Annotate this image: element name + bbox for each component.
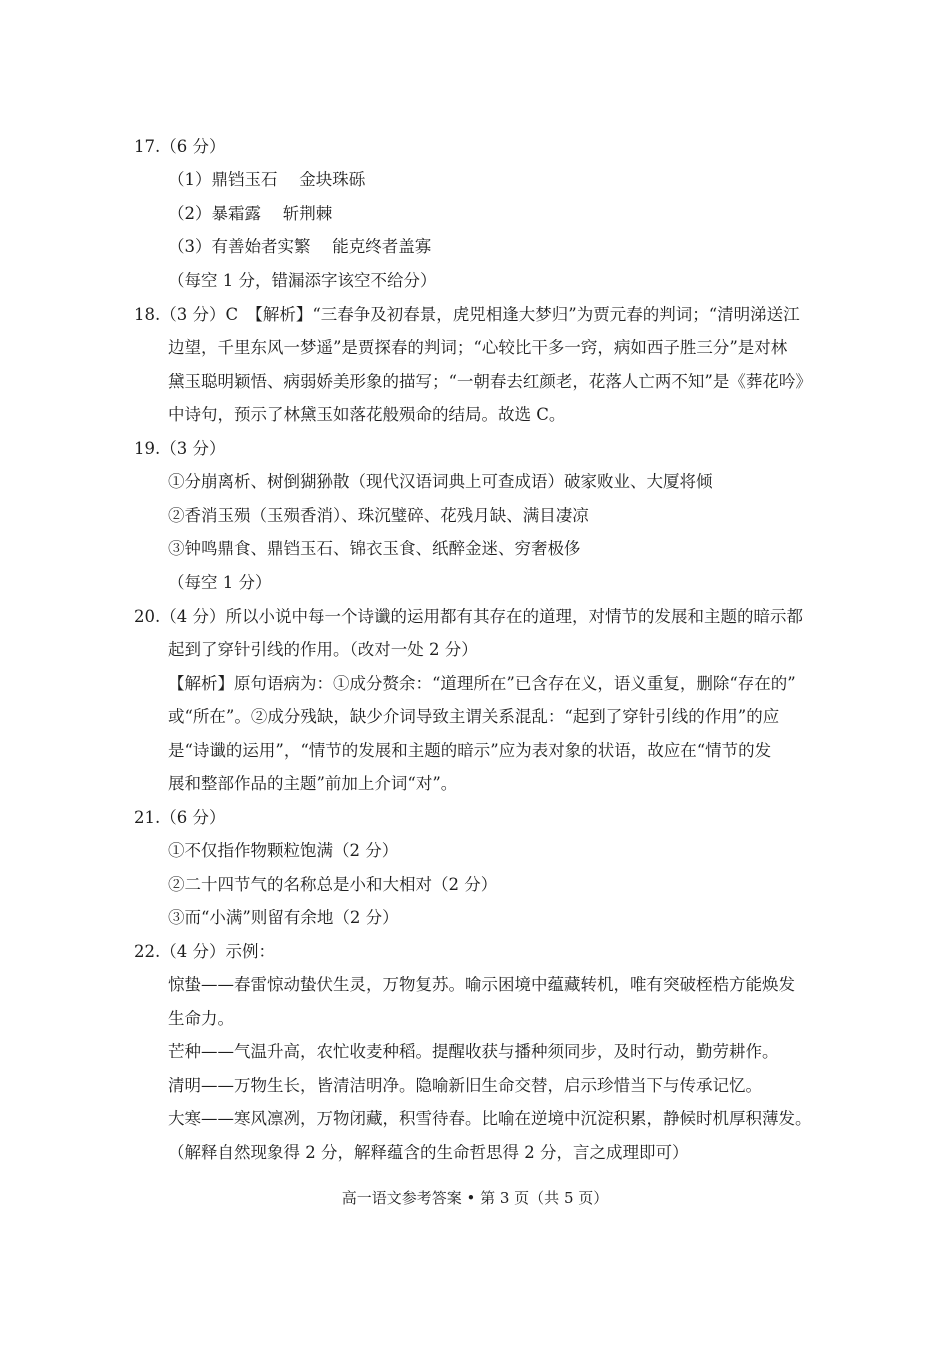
page-footer: 高一语文参考答案 • 第 3 页（共 5 页） (341, 1189, 609, 1207)
q20-line-1: 起到了穿针引线的作用。（改对一处 2 分） (168, 640, 478, 659)
q19-heading: 19.（3 分） (134, 439, 226, 458)
q17-line-2: （2）暴霜露 斩荆棘 (168, 204, 333, 223)
q22-line-2: 生命力。 (168, 1009, 234, 1028)
q20-analysis-line-2: 或“所在”。②成分残缺，缺少介词导致主谓关系混乱：“起到了穿针引线的作用”的应 (168, 707, 780, 726)
q18-line-3: 中诗句，预示了林黛玉如落花般殒命的结局。故选 C。 (168, 405, 566, 424)
q21-line-3: ③而“小满”则留有余地（2 分） (168, 908, 399, 927)
q19-line-1: ①分崩离析、树倒猢狲散（现代汉语词典上可查成语）破家败业、大厦将倾 (168, 472, 713, 491)
q22-line-3: 芒种——气温升高，农忙收麦种稻。提醒收获与播种须同步，及时行动，勤劳耕作。 (168, 1042, 779, 1061)
q21-heading: 21.（6 分） (134, 808, 226, 827)
q18-line-1: 边望，千里东风一梦遥”是贾探春的判词；“心较比干多一窍，病如西子胜三分”是对林 (168, 338, 788, 357)
q21-line-2: ②二十四节气的名称总是小和大相对（2 分） (168, 875, 498, 894)
q20-analysis-line-3: 是“诗谶的运用”，“情节的发展和主题的暗示”应为表对象的状语，故应在“情节的发 (168, 741, 772, 760)
q22-heading: 22.（4 分）示例： (134, 942, 275, 961)
q20-analysis-line-4: 展和整部作品的主题”前加上介词“对”。 (168, 774, 458, 793)
q22-line-1: 惊蛰——春雷惊动蛰伏生灵，万物复苏。喻示困境中蕴藏转机，唯有突破桎梏方能焕发 (168, 975, 795, 994)
q22-line-5: 大寒——寒风凛冽，万物闭藏，积雪待春。比喻在逆境中沉淀积累，静候时机厚积薄发。 (168, 1109, 812, 1128)
q19-scoring-note: （每空 1 分） (168, 573, 272, 592)
q20-heading: 20.（4 分）所以小说中每一个诗谶的运用都有其存在的道理，对情节的发展和主题的暗示都 (134, 607, 803, 626)
q20-analysis-line-1: 【解析】原句语病为：①成分赘余：“道理所在”已含存在义，语义重复，删除“存在的” (168, 674, 796, 693)
q17-line-1: （1）鼎铛玉石 金块珠砾 (168, 170, 366, 189)
q19-line-3: ③钟鸣鼎食、鼎铛玉石、锦衣玉食、纸醉金迷、穷奢极侈 (168, 539, 581, 558)
q22-line-4: 清明——万物生长，皆清洁明净。隐喻新旧生命交替，启示珍惜当下与传承记忆。 (168, 1076, 762, 1095)
q18-heading: 18.（3 分）C 【解析】“三春争及初春景，虎兕相逢大梦归”为贾元春的判词；“清明涕送江 (134, 305, 800, 324)
q19-line-2: ②香消玉殒（玉殒香消）、珠沉璧碎、花残月缺、满目凄凉 (168, 506, 589, 525)
q17-scoring-note: （每空 1 分，错漏添字该空不给分） (168, 271, 437, 290)
q21-line-1: ①不仅指作物颗粒饱满（2 分） (168, 841, 399, 860)
q22-scoring-note: （解释自然现象得 2 分，解释蕴含的生命哲思得 2 分，言之成理即可） (168, 1143, 689, 1162)
q17-line-3: （3）有善始者实繁 能克终者盖寡 (168, 237, 432, 256)
q17-heading: 17.（6 分） (134, 137, 226, 156)
q18-line-2: 黛玉聪明颖悟、病弱娇美形象的描写；“一朝春去红颜老，花落人亡两不知”是《葬花吟》 (168, 372, 812, 391)
